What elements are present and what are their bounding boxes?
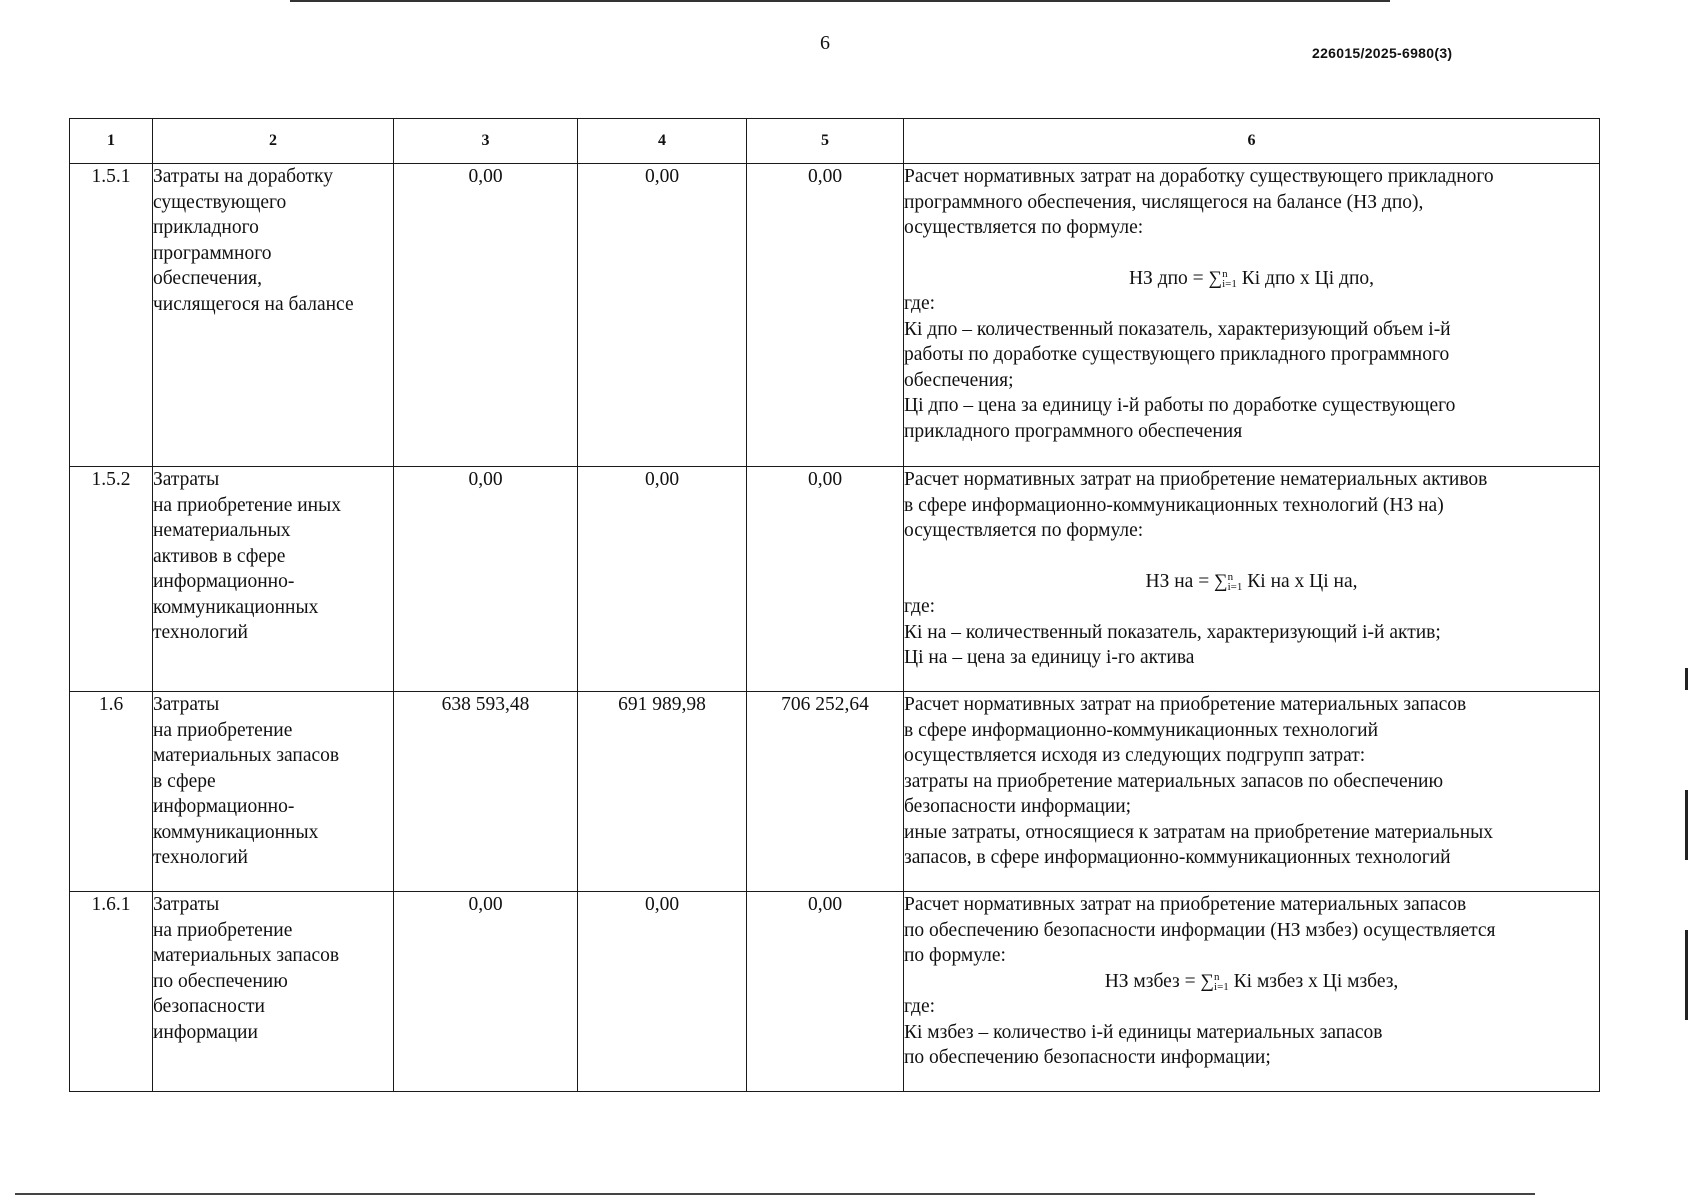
cost-item-name-line: программного xyxy=(153,242,272,264)
table-row xyxy=(70,164,1600,467)
scan-edge-top xyxy=(290,0,1390,2)
sum-symbol: ∑ xyxy=(1208,267,1223,289)
amount-col5: 706 252,64 xyxy=(747,692,904,892)
amount-col5: 0,00 xyxy=(747,467,904,692)
description-line: обеспечения; xyxy=(904,369,1014,391)
cost-item-name-line: в сфере xyxy=(153,770,216,792)
cost-item-name-line: информации xyxy=(153,1021,258,1043)
amount-col4: 0,00 xyxy=(578,467,747,692)
description-line: где: xyxy=(904,293,936,314)
description-line: в сфере информационно-коммуникационных технологий (НЗ на) xyxy=(904,494,1444,516)
cost-item-name-line: технологий xyxy=(153,847,248,868)
description-line: работы по доработке существующего прикладного программного xyxy=(904,344,1450,365)
cost-item-name-line: Затраты xyxy=(153,694,220,715)
sum-upper-limit: n xyxy=(1214,971,1220,984)
sum-lower-limit: i=1 xyxy=(1214,981,1229,994)
formula xyxy=(904,969,1599,995)
column-header: 5 xyxy=(747,119,904,164)
cost-item-name-line: Затраты xyxy=(153,894,220,915)
formula-lhs: НЗ дпо = xyxy=(1128,267,1204,289)
scan-edge-bottom xyxy=(15,1193,1535,1195)
description-line: иные затраты, относящиеся к затратам на приобретение материальных xyxy=(904,821,1493,843)
calculation-description xyxy=(904,164,1600,467)
row-code: 1.6 xyxy=(70,692,153,892)
sum-lower-limit: i=1 xyxy=(1222,278,1237,291)
cost-item-name-line: информационно- xyxy=(153,571,295,592)
table-header-row xyxy=(70,119,1600,164)
description-line: затраты на приобретение материальных запасов по обеспечению xyxy=(904,770,1444,792)
sum-symbol: ∑ xyxy=(1214,570,1228,592)
description-line: Расчет нормативных затрат на приобретение нематериальных активов xyxy=(904,469,1488,490)
cost-item-name-line: прикладного xyxy=(153,217,259,238)
cost-item-name xyxy=(153,892,394,1092)
amount-col4: 0,00 xyxy=(578,892,747,1092)
description-line: по обеспечению безопасности информации; xyxy=(904,1047,1271,1068)
column-header: 3 xyxy=(394,119,578,164)
amount-col4: 691 989,98 xyxy=(578,692,747,892)
amount-col3: 0,00 xyxy=(394,164,578,467)
description-line: безопасности информации; xyxy=(904,796,1132,817)
formula-rhs: Кi на х Цi на, xyxy=(1247,570,1358,592)
cost-item-name-line: нематериальных xyxy=(153,520,291,541)
calculation-description xyxy=(904,892,1600,1092)
description-line: осуществляется по формуле: xyxy=(904,217,1144,238)
description-line: осуществляется по формуле: xyxy=(904,520,1144,541)
calculation-description xyxy=(904,692,1600,892)
description-line: осуществляется исходя из следующих подгрупп затрат: xyxy=(904,745,1366,766)
description-line: где: xyxy=(904,996,936,1017)
cost-item-name-line: на приобретение иных xyxy=(153,494,341,516)
amount-col5: 0,00 xyxy=(747,892,904,1092)
cost-item-name-line: на приобретение xyxy=(153,719,293,741)
calculation-description xyxy=(904,467,1600,692)
description-line: прикладного программного обеспечения xyxy=(904,420,1243,442)
cost-item-name-line: активов в сфере xyxy=(153,545,286,567)
row-code: 1.5.1 xyxy=(70,164,153,467)
description-line: Кi мзбез – количество i-й единицы материальных запасов xyxy=(904,1021,1383,1043)
cost-item-name-line: безопасности xyxy=(153,996,265,1017)
description-line: программного обеспечения, числящегося на балансе (НЗ дпо), xyxy=(904,191,1424,213)
cost-item-name-line: коммуникационных xyxy=(153,821,319,843)
amount-col5: 0,00 xyxy=(747,164,904,467)
cost-item-name-line: существующего xyxy=(153,191,287,213)
amount-col4: 0,00 xyxy=(578,164,747,467)
formula xyxy=(904,569,1599,595)
table-row xyxy=(70,892,1600,1092)
amount-col3: 0,00 xyxy=(394,892,578,1092)
sum-lower-limit: i=1 xyxy=(1227,581,1243,594)
table-row xyxy=(70,467,1600,692)
cost-item-name-line: Затраты на доработку xyxy=(153,166,334,187)
column-header: 6 xyxy=(904,119,1600,164)
cost-item-name-line: на приобретение xyxy=(153,919,293,941)
description-line: Цi на – цена за единицу i-го актива xyxy=(904,647,1195,668)
cost-item-name-line: коммуникационных xyxy=(153,596,319,618)
formula-rhs: Кi мзбез х Цi мзбез, xyxy=(1233,970,1399,992)
cost-item-name xyxy=(153,164,394,467)
sum-limits xyxy=(1222,269,1237,289)
row-code: 1.5.2 xyxy=(70,467,153,692)
cost-item-name-line: материальных запасов xyxy=(153,945,340,966)
cost-item-name-line: числящегося на балансе xyxy=(153,293,354,315)
cost-table xyxy=(69,118,1600,1092)
description-line: Расчет нормативных затрат на приобретение материальных запасов xyxy=(904,894,1467,915)
cost-item-name-line: по обеспечению xyxy=(153,970,288,992)
formula-rhs: Кi дпо х Цi дпо, xyxy=(1241,267,1375,289)
amount-col3: 0,00 xyxy=(394,467,578,692)
description-line: по формуле: xyxy=(904,945,1006,966)
page-number: 6 xyxy=(820,32,830,54)
sum-limits xyxy=(1214,972,1229,992)
amount-col3: 638 593,48 xyxy=(394,692,578,892)
formula-lhs: НЗ мзбез = xyxy=(1104,970,1196,992)
sum-limits xyxy=(1228,572,1243,592)
description-line: в сфере информационно-коммуникационных технологий xyxy=(904,719,1379,741)
document-registration-number: 226015/2025-6980(3) xyxy=(1312,45,1453,61)
description-line: Расчет нормативных затрат на доработку существующего прикладного xyxy=(904,166,1494,187)
description-line: Расчет нормативных затрат на приобретение материальных запасов xyxy=(904,694,1467,715)
column-header: 1 xyxy=(70,119,153,164)
formula-lhs: НЗ на = xyxy=(1145,570,1210,592)
description-line: Кi на – количественный показатель, характеризующий i-й актив; xyxy=(904,621,1441,643)
sum-upper-limit: n xyxy=(1222,268,1228,281)
table-row xyxy=(70,692,1600,892)
description-line: Цi дпо – цена за единицу i-й работы по доработке существующего xyxy=(904,395,1456,416)
cost-item-name-line: материальных запасов xyxy=(153,745,340,766)
sum-upper-limit: n xyxy=(1227,571,1234,584)
description-line: где: xyxy=(904,596,936,617)
cost-item-name xyxy=(153,692,394,892)
cost-item-name-line: Затраты xyxy=(153,469,220,490)
cost-item-name-line: информационно- xyxy=(153,796,295,817)
description-line: запасов, в сфере информационно-коммуникационных технологий xyxy=(904,847,1451,868)
cost-item-name-line: обеспечения, xyxy=(153,268,262,289)
sum-symbol: ∑ xyxy=(1200,970,1215,992)
formula xyxy=(904,266,1599,292)
cost-item-name-line: технологий xyxy=(153,622,248,643)
description-line: Кi дпо – количественный показатель, характеризующий объем i-й xyxy=(904,318,1451,340)
row-code: 1.6.1 xyxy=(70,892,153,1092)
column-header: 4 xyxy=(578,119,747,164)
column-header: 2 xyxy=(153,119,394,164)
cost-item-name xyxy=(153,467,394,692)
description-line: по обеспечению безопасности информации (НЗ мзбез) осуществляется xyxy=(904,919,1496,941)
